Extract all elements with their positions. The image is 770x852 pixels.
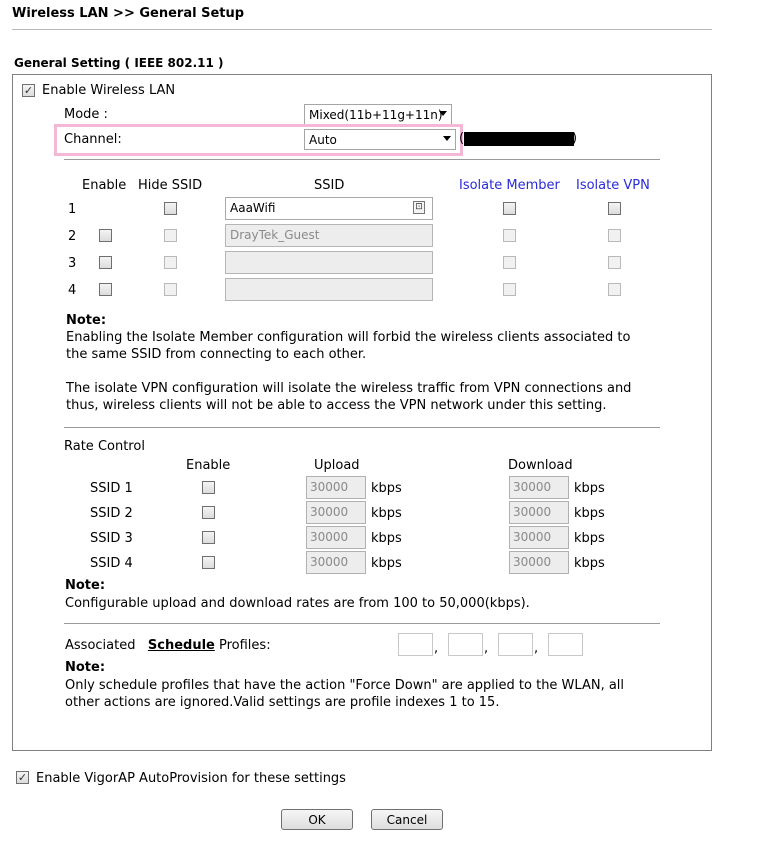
channel-label: Channel: [64, 132, 122, 147]
kbps-label: kbps [371, 481, 402, 496]
rate-col-download: Download [508, 458, 573, 473]
kbps-label: kbps [574, 531, 605, 546]
autoprovision-label: Enable VigorAP AutoProvision for these settings [36, 771, 346, 786]
enable-wlan-label: Enable Wireless LAN [42, 83, 176, 98]
rate-ssid-label: SSID 4 [90, 556, 133, 571]
isolate-member-checkbox [503, 256, 516, 269]
hide-ssid-checkbox [164, 256, 177, 269]
chevron-down-icon [439, 111, 447, 116]
schedule-separator: , [534, 641, 539, 656]
rate-col-upload: Upload [314, 458, 360, 473]
schedule-note-text: other actions are ignored.Valid settings are profile indexes 1 to 15. [65, 695, 500, 710]
isolate-vpn-checkbox[interactable] [608, 202, 621, 215]
isolate-vpn-checkbox [608, 256, 621, 269]
schedule-link[interactable]: Schedule [147, 638, 215, 653]
rate-enable-checkbox[interactable] [202, 531, 215, 544]
hide-ssid-checkbox [164, 283, 177, 296]
note-text: the same SSID from connecting to each other. [66, 347, 367, 362]
upload-input: 30000 [306, 476, 366, 499]
ssid-row-number: 3 [68, 256, 77, 271]
rate-note-text: Configurable upload and download rates are from 100 to 50,000(kbps). [65, 596, 530, 611]
mode-select[interactable] [304, 104, 452, 125]
lock-icon: ⊡ [413, 201, 425, 214]
download-input: 30000 [509, 551, 569, 574]
divider-2 [64, 427, 660, 428]
divider-3 [64, 623, 660, 624]
chevron-down-icon [443, 136, 451, 141]
rate-enable-checkbox[interactable] [202, 556, 215, 569]
ssid-row-number: 4 [68, 283, 77, 298]
channel-suffix-close: ) [572, 131, 578, 146]
isolate-vpn-checkbox [608, 229, 621, 242]
schedule-separator: , [434, 641, 439, 656]
cancel-button[interactable]: Cancel [371, 809, 443, 830]
ssid-input[interactable]: AaaWifi [225, 197, 433, 220]
rate-control-title: Rate Control [64, 439, 145, 454]
col-enable: Enable [82, 178, 127, 193]
schedule-profile-input-3[interactable] [498, 633, 533, 656]
rate-enable-checkbox[interactable] [202, 481, 215, 494]
schedule-label-pre: Associated [65, 638, 136, 653]
checkmark-icon: ✓ [23, 84, 34, 97]
ssid-enable-checkbox[interactable] [99, 229, 112, 242]
col-ssid: SSID [314, 178, 345, 193]
ssid-enable-checkbox[interactable] [99, 256, 112, 269]
col-hide-ssid: Hide SSID [138, 178, 203, 193]
upload-input: 30000 [306, 526, 366, 549]
upload-input: 30000 [306, 551, 366, 574]
col-isolate-vpn: Isolate VPN [576, 178, 650, 193]
rate-note-heading: Note: [65, 578, 106, 593]
autoprovision-checkbox[interactable] [16, 771, 29, 784]
channel-value: Auto [309, 132, 337, 147]
rate-ssid-label: SSID 1 [90, 481, 133, 496]
schedule-profile-input-1[interactable] [398, 633, 433, 656]
kbps-label: kbps [371, 556, 402, 571]
download-input: 30000 [509, 501, 569, 524]
mode-label: Mode : [64, 107, 108, 122]
isolate-member-checkbox[interactable] [503, 202, 516, 215]
ssid-input: DrayTek_Guest [225, 224, 433, 247]
note-text: thus, wireless clients will not be able to access the VPN network under this setting. [66, 398, 607, 413]
page-title: Wireless LAN >> General Setup [12, 6, 245, 21]
rate-ssid-label: SSID 2 [90, 506, 133, 521]
upload-input: 30000 [306, 501, 366, 524]
download-input: 30000 [509, 526, 569, 549]
download-input: 30000 [509, 476, 569, 499]
ssid-row-number: 1 [68, 202, 77, 217]
kbps-label: kbps [574, 481, 605, 496]
schedule-note-text: Only schedule profiles that have the action "Force Down" are applied to the WLAN, all [65, 678, 625, 693]
ssid-row-number: 2 [68, 229, 77, 244]
schedule-label-post: Profiles: [219, 638, 271, 653]
note-text: The isolate VPN configuration will isolate the wireless traffic from VPN connections and [66, 381, 632, 396]
checkmark-icon: ✓ [17, 771, 28, 784]
enable-wlan-checkbox[interactable] [22, 84, 35, 97]
isolate-member-checkbox [503, 283, 516, 296]
rate-enable-checkbox[interactable] [202, 506, 215, 519]
kbps-label: kbps [574, 556, 605, 571]
schedule-note-heading: Note: [65, 660, 106, 675]
rate-ssid-label: SSID 3 [90, 531, 133, 546]
note-text: Enabling the Isolate Member configuration will forbid the wireless clients associated to [66, 330, 631, 345]
col-isolate-member: Isolate Member [459, 178, 560, 193]
channel-suffix-open: ( [459, 131, 465, 146]
redacted-text [464, 132, 574, 146]
section-title: General Setting ( IEEE 802.11 ) [14, 56, 224, 70]
isolate-member-checkbox [503, 229, 516, 242]
schedule-label [65, 638, 271, 653]
kbps-label: kbps [371, 506, 402, 521]
note-heading: Note: [66, 313, 107, 328]
isolate-vpn-checkbox [608, 283, 621, 296]
schedule-profile-input-2[interactable] [448, 633, 483, 656]
divider-1 [64, 159, 660, 160]
hide-ssid-checkbox [164, 229, 177, 242]
ssid-input [225, 278, 433, 301]
mode-value: Mixed(11b+11g+11n) [309, 107, 443, 122]
title-divider [12, 29, 712, 30]
ssid-enable-checkbox[interactable] [99, 283, 112, 296]
schedule-separator: , [484, 641, 489, 656]
rate-col-enable: Enable [186, 458, 231, 473]
channel-select[interactable] [304, 129, 456, 150]
ssid-input [225, 251, 433, 274]
kbps-label: kbps [574, 506, 605, 521]
hide-ssid-checkbox[interactable] [164, 202, 177, 215]
ok-button[interactable]: OK [281, 809, 353, 830]
kbps-label: kbps [371, 531, 402, 546]
schedule-profile-input-4[interactable] [548, 633, 583, 656]
